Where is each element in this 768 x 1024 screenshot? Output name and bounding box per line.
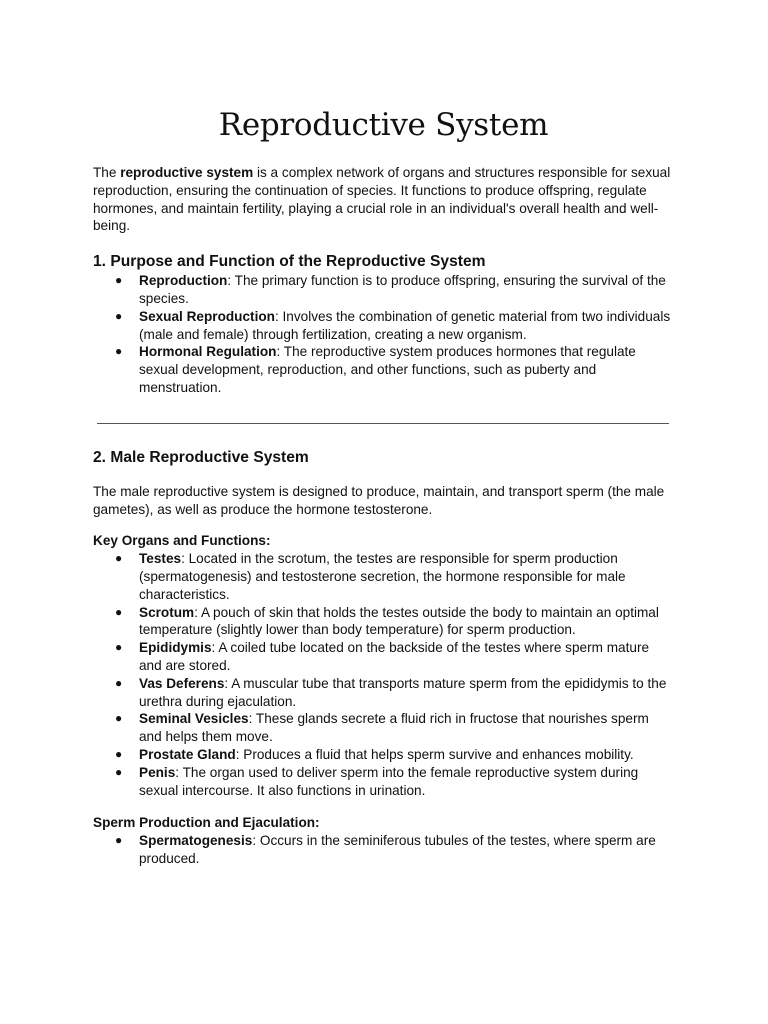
list-item — [115, 832, 674, 868]
list-item-text: : The reproductive system produces hormones that regulate sexual development, reproduction, and other functions, such as puberty and menstruation. — [139, 344, 636, 395]
bullet-icon: ● — [115, 308, 123, 323]
bullet-icon: ● — [115, 833, 123, 848]
list-item-term: Reproduction — [139, 273, 228, 289]
list-item-text: : Located in the scrotum, the testes are responsible for sperm production (spermatogenesis) and testosterone secretion, the hormone responsible for male characteristics. — [139, 551, 626, 602]
list-item-term: Epididymis — [139, 640, 212, 656]
section-heading-male: 2. Male Reproductive System — [93, 448, 309, 466]
list-item — [115, 272, 674, 308]
bullet-icon: ● — [115, 711, 123, 726]
sperm-list — [93, 832, 674, 868]
list-item-term: Seminal Vesicles — [139, 711, 249, 727]
list-item — [115, 604, 674, 640]
list-item-text: : Produces a fluid that helps sperm survive and enhances mobility. — [235, 746, 634, 762]
list-item-text: : The primary function is to produce offspring, ensuring the survival of the species. — [139, 273, 666, 306]
list-item-term: Spermatogenesis — [139, 833, 253, 849]
bullet-icon: ● — [115, 764, 123, 779]
list-item — [115, 764, 674, 800]
document-title: Reproductive System — [218, 107, 549, 143]
intro-text-before: The — [93, 165, 121, 180]
list-item-term: Vas Deferens — [139, 675, 225, 691]
sperm-subheading: Sperm Production and Ejaculation: — [93, 815, 320, 831]
list-item-term: Sexual Reproduction — [139, 308, 275, 324]
list-item — [115, 746, 674, 764]
bullet-icon: ● — [115, 344, 123, 359]
list-item-term: Scrotum — [139, 604, 195, 620]
list-item-term: Prostate Gland — [139, 746, 236, 762]
list-item-text: : A pouch of skin that holds the testes outside the body to maintain an optimal temperature (slightly lower than body temperature) for sperm production. — [139, 604, 659, 638]
list-item-text: : A coiled tube located on the backside of the testes where sperm mature and are stored. — [139, 640, 650, 673]
list-item — [115, 639, 674, 675]
bullet-icon: ● — [115, 640, 123, 655]
list-item-text: : These glands secrete a fluid rich in fructose that nourishes sperm and helps them move. — [139, 711, 649, 745]
list-item — [115, 675, 674, 711]
section-heading-purpose: 1. Purpose and Function of the Reproductive System — [93, 253, 486, 271]
bullet-icon: ● — [115, 273, 123, 288]
list-item-text: : A muscular tube that transports mature sperm from the epididymis to the urethra during ejaculation. — [139, 675, 667, 709]
male-intro-paragraph: The male reproductive system is designed to produce, maintain, and transport sperm (the male gametes), as well as produce the hormone testosterone. — [93, 483, 665, 517]
intro-paragraph — [93, 164, 674, 235]
organs-list — [93, 550, 674, 799]
bullet-icon: ● — [115, 551, 123, 566]
list-item-text: : The organ used to deliver sperm into the female reproductive system during sexual intercourse. It also functions in urination. — [139, 764, 639, 798]
intro-bold-term: reproductive system — [120, 165, 254, 180]
section-divider — [97, 423, 669, 424]
organs-subheading: Key Organs and Functions: — [93, 533, 271, 549]
list-item — [115, 343, 674, 396]
list-item — [115, 308, 674, 344]
list-item — [115, 550, 674, 603]
purpose-list — [93, 272, 674, 397]
intro-text-after: is a complex network of organs and structures responsible for sexual reproduction, ensuring the continuation of species. It functions to produce offspring, regulate hormones, and maintain fertility, playing a crucial role in an individual's overall health and well-being. — [93, 165, 671, 234]
bullet-icon: ● — [115, 746, 123, 761]
bullet-icon: ● — [115, 604, 123, 619]
list-item — [115, 710, 674, 746]
list-item-text: : Occurs in the seminiferous tubules of the testes, where sperm are produced. — [139, 833, 656, 866]
list-item-term: Hormonal Regulation — [139, 344, 277, 360]
bullet-icon: ● — [115, 675, 123, 690]
list-item-text: : Involves the combination of genetic material from two individuals (male and female) through fertilization, creating a new organism. — [139, 308, 671, 342]
list-item-term: Penis — [139, 764, 176, 780]
list-item-term: Testes — [139, 551, 182, 567]
